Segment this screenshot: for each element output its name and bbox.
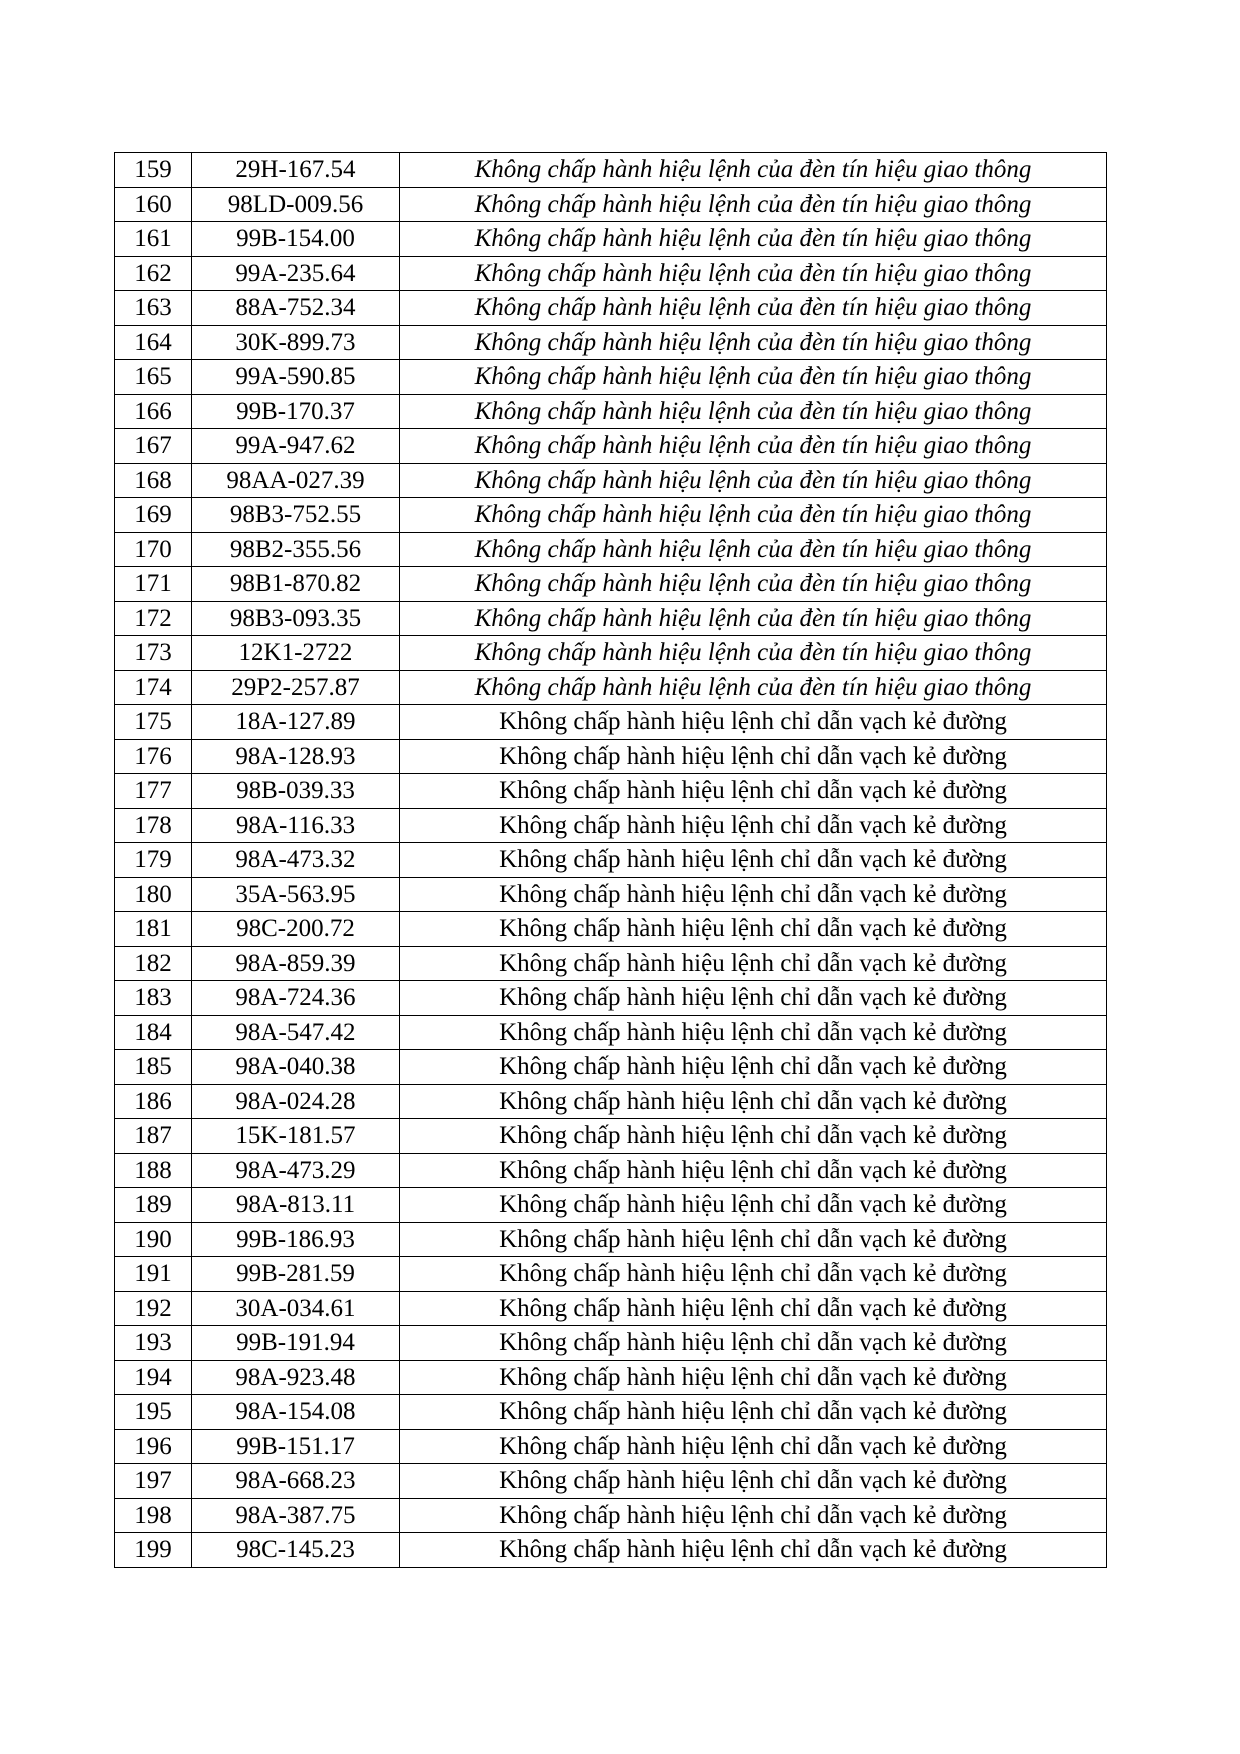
- license-plate-cell: 98A-547.42: [192, 1015, 400, 1050]
- row-number-cell: 187: [115, 1119, 192, 1154]
- table-row: [115, 1153, 1107, 1188]
- license-plate-cell: 98A-724.36: [192, 981, 400, 1016]
- violation-cell: Không chấp hành hiệu lệnh của đèn tín hiệu giao thông: [400, 187, 1107, 222]
- license-plate-cell: 98B3-093.35: [192, 601, 400, 636]
- table-row: [115, 567, 1107, 602]
- license-plate-cell: 98A-154.08: [192, 1395, 400, 1430]
- table-row: [115, 498, 1107, 533]
- table-row: [115, 1464, 1107, 1499]
- row-number-cell: 177: [115, 774, 192, 809]
- violation-cell: Không chấp hành hiệu lệnh chỉ dẫn vạch kẻ đường: [400, 1050, 1107, 1085]
- license-plate-cell: 99B-186.93: [192, 1222, 400, 1257]
- license-plate-cell: 98C-145.23: [192, 1533, 400, 1568]
- violation-cell: Không chấp hành hiệu lệnh chỉ dẫn vạch kẻ đường: [400, 1360, 1107, 1395]
- license-plate-cell: 18A-127.89: [192, 705, 400, 740]
- row-number-cell: 176: [115, 739, 192, 774]
- violation-cell: Không chấp hành hiệu lệnh của đèn tín hiệu giao thông: [400, 394, 1107, 429]
- table-row: [115, 808, 1107, 843]
- row-number-cell: 169: [115, 498, 192, 533]
- violation-cell: Không chấp hành hiệu lệnh của đèn tín hiệu giao thông: [400, 601, 1107, 636]
- table-row: [115, 670, 1107, 705]
- violation-cell: Không chấp hành hiệu lệnh chỉ dẫn vạch kẻ đường: [400, 1326, 1107, 1361]
- table-row: [115, 222, 1107, 257]
- violation-cell: Không chấp hành hiệu lệnh của đèn tín hiệu giao thông: [400, 567, 1107, 602]
- license-plate-cell: 98A-813.11: [192, 1188, 400, 1223]
- row-number-cell: 162: [115, 256, 192, 291]
- violation-cell: Không chấp hành hiệu lệnh chỉ dẫn vạch kẻ đường: [400, 877, 1107, 912]
- license-plate-cell: 29P2-257.87: [192, 670, 400, 705]
- table-row: [115, 429, 1107, 464]
- violation-cell: Không chấp hành hiệu lệnh chỉ dẫn vạch kẻ đường: [400, 1015, 1107, 1050]
- row-number-cell: 172: [115, 601, 192, 636]
- row-number-cell: 168: [115, 463, 192, 498]
- violation-cell: Không chấp hành hiệu lệnh chỉ dẫn vạch kẻ đường: [400, 981, 1107, 1016]
- violation-cell: Không chấp hành hiệu lệnh của đèn tín hiệu giao thông: [400, 636, 1107, 671]
- table-row: [115, 1015, 1107, 1050]
- license-plate-cell: 15K-181.57: [192, 1119, 400, 1154]
- row-number-cell: 170: [115, 532, 192, 567]
- row-number-cell: 164: [115, 325, 192, 360]
- license-plate-cell: 98A-128.93: [192, 739, 400, 774]
- violations-table: [114, 152, 1107, 1568]
- license-plate-cell: 98LD-009.56: [192, 187, 400, 222]
- violation-cell: Không chấp hành hiệu lệnh chỉ dẫn vạch kẻ đường: [400, 1429, 1107, 1464]
- row-number-cell: 178: [115, 808, 192, 843]
- row-number-cell: 167: [115, 429, 192, 464]
- violation-cell: Không chấp hành hiệu lệnh chỉ dẫn vạch kẻ đường: [400, 912, 1107, 947]
- row-number-cell: 193: [115, 1326, 192, 1361]
- violation-cell: Không chấp hành hiệu lệnh của đèn tín hiệu giao thông: [400, 498, 1107, 533]
- violation-cell: Không chấp hành hiệu lệnh chỉ dẫn vạch kẻ đường: [400, 1084, 1107, 1119]
- table-row: [115, 153, 1107, 188]
- table-row: [115, 1222, 1107, 1257]
- table-row: [115, 1291, 1107, 1326]
- license-plate-cell: 98A-024.28: [192, 1084, 400, 1119]
- table-row: [115, 360, 1107, 395]
- table-row: [115, 739, 1107, 774]
- table-row: [115, 1533, 1107, 1568]
- license-plate-cell: 98B1-870.82: [192, 567, 400, 602]
- license-plate-cell: 98A-116.33: [192, 808, 400, 843]
- violation-cell: Không chấp hành hiệu lệnh của đèn tín hiệu giao thông: [400, 532, 1107, 567]
- row-number-cell: 171: [115, 567, 192, 602]
- row-number-cell: 161: [115, 222, 192, 257]
- violation-cell: Không chấp hành hiệu lệnh chỉ dẫn vạch kẻ đường: [400, 1119, 1107, 1154]
- row-number-cell: 179: [115, 843, 192, 878]
- violation-cell: Không chấp hành hiệu lệnh chỉ dẫn vạch kẻ đường: [400, 739, 1107, 774]
- table-row: [115, 601, 1107, 636]
- table-row: [115, 1050, 1107, 1085]
- license-plate-cell: 99B-170.37: [192, 394, 400, 429]
- license-plate-cell: 98B3-752.55: [192, 498, 400, 533]
- table-row: [115, 1429, 1107, 1464]
- row-number-cell: 185: [115, 1050, 192, 1085]
- license-plate-cell: 29H-167.54: [192, 153, 400, 188]
- license-plate-cell: 35A-563.95: [192, 877, 400, 912]
- violation-cell: Không chấp hành hiệu lệnh của đèn tín hiệu giao thông: [400, 222, 1107, 257]
- table-row: [115, 187, 1107, 222]
- violation-cell: Không chấp hành hiệu lệnh của đèn tín hiệu giao thông: [400, 256, 1107, 291]
- table-row: [115, 946, 1107, 981]
- row-number-cell: 182: [115, 946, 192, 981]
- row-number-cell: 199: [115, 1533, 192, 1568]
- table-row: [115, 1498, 1107, 1533]
- license-plate-cell: 98A-668.23: [192, 1464, 400, 1499]
- license-plate-cell: 30A-034.61: [192, 1291, 400, 1326]
- violations-table-body: [115, 153, 1107, 1568]
- license-plate-cell: 99B-191.94: [192, 1326, 400, 1361]
- table-row: [115, 291, 1107, 326]
- license-plate-cell: 88A-752.34: [192, 291, 400, 326]
- row-number-cell: 159: [115, 153, 192, 188]
- violation-cell: Không chấp hành hiệu lệnh chỉ dẫn vạch kẻ đường: [400, 1464, 1107, 1499]
- row-number-cell: 186: [115, 1084, 192, 1119]
- table-row: [115, 1257, 1107, 1292]
- violation-cell: Không chấp hành hiệu lệnh chỉ dẫn vạch kẻ đường: [400, 705, 1107, 740]
- violation-cell: Không chấp hành hiệu lệnh chỉ dẫn vạch kẻ đường: [400, 1533, 1107, 1568]
- table-row: [115, 774, 1107, 809]
- license-plate-cell: 98B2-355.56: [192, 532, 400, 567]
- license-plate-cell: 98A-473.32: [192, 843, 400, 878]
- table-row: [115, 463, 1107, 498]
- violation-cell: Không chấp hành hiệu lệnh chỉ dẫn vạch kẻ đường: [400, 774, 1107, 809]
- row-number-cell: 183: [115, 981, 192, 1016]
- license-plate-cell: 99B-151.17: [192, 1429, 400, 1464]
- violation-cell: Không chấp hành hiệu lệnh chỉ dẫn vạch kẻ đường: [400, 1153, 1107, 1188]
- row-number-cell: 184: [115, 1015, 192, 1050]
- license-plate-cell: 98A-387.75: [192, 1498, 400, 1533]
- violation-cell: Không chấp hành hiệu lệnh của đèn tín hiệu giao thông: [400, 325, 1107, 360]
- table-row: [115, 1395, 1107, 1430]
- table-row: [115, 1360, 1107, 1395]
- table-row: [115, 636, 1107, 671]
- row-number-cell: 166: [115, 394, 192, 429]
- row-number-cell: 192: [115, 1291, 192, 1326]
- row-number-cell: 188: [115, 1153, 192, 1188]
- table-row: [115, 1084, 1107, 1119]
- license-plate-cell: 98B-039.33: [192, 774, 400, 809]
- license-plate-cell: 98A-473.29: [192, 1153, 400, 1188]
- violation-cell: Không chấp hành hiệu lệnh chỉ dẫn vạch kẻ đường: [400, 946, 1107, 981]
- row-number-cell: 165: [115, 360, 192, 395]
- table-row: [115, 843, 1107, 878]
- table-row: [115, 256, 1107, 291]
- table-row: [115, 705, 1107, 740]
- table-row: [115, 1188, 1107, 1223]
- violation-cell: Không chấp hành hiệu lệnh chỉ dẫn vạch kẻ đường: [400, 1291, 1107, 1326]
- violation-cell: Không chấp hành hiệu lệnh chỉ dẫn vạch kẻ đường: [400, 1395, 1107, 1430]
- violation-cell: Không chấp hành hiệu lệnh của đèn tín hiệu giao thông: [400, 291, 1107, 326]
- row-number-cell: 197: [115, 1464, 192, 1499]
- row-number-cell: 198: [115, 1498, 192, 1533]
- violation-cell: Không chấp hành hiệu lệnh chỉ dẫn vạch kẻ đường: [400, 843, 1107, 878]
- row-number-cell: 174: [115, 670, 192, 705]
- row-number-cell: 173: [115, 636, 192, 671]
- row-number-cell: 181: [115, 912, 192, 947]
- license-plate-cell: 98C-200.72: [192, 912, 400, 947]
- table-row: [115, 325, 1107, 360]
- license-plate-cell: 99A-235.64: [192, 256, 400, 291]
- table-row: [115, 1326, 1107, 1361]
- row-number-cell: 194: [115, 1360, 192, 1395]
- license-plate-cell: 30K-899.73: [192, 325, 400, 360]
- violation-cell: Không chấp hành hiệu lệnh của đèn tín hiệu giao thông: [400, 153, 1107, 188]
- violation-cell: Không chấp hành hiệu lệnh của đèn tín hiệu giao thông: [400, 429, 1107, 464]
- row-number-cell: 180: [115, 877, 192, 912]
- table-row: [115, 912, 1107, 947]
- violation-cell: Không chấp hành hiệu lệnh chỉ dẫn vạch kẻ đường: [400, 1498, 1107, 1533]
- table-row: [115, 877, 1107, 912]
- row-number-cell: 195: [115, 1395, 192, 1430]
- license-plate-cell: 98A-040.38: [192, 1050, 400, 1085]
- table-row: [115, 394, 1107, 429]
- row-number-cell: 160: [115, 187, 192, 222]
- violation-cell: Không chấp hành hiệu lệnh chỉ dẫn vạch kẻ đường: [400, 1188, 1107, 1223]
- violation-cell: Không chấp hành hiệu lệnh chỉ dẫn vạch kẻ đường: [400, 808, 1107, 843]
- license-plate-cell: 98AA-027.39: [192, 463, 400, 498]
- license-plate-cell: 99B-281.59: [192, 1257, 400, 1292]
- table-row: [115, 981, 1107, 1016]
- table-row: [115, 532, 1107, 567]
- license-plate-cell: 99A-590.85: [192, 360, 400, 395]
- row-number-cell: 190: [115, 1222, 192, 1257]
- row-number-cell: 196: [115, 1429, 192, 1464]
- license-plate-cell: 12K1-2722: [192, 636, 400, 671]
- violation-cell: Không chấp hành hiệu lệnh chỉ dẫn vạch kẻ đường: [400, 1222, 1107, 1257]
- violation-cell: Không chấp hành hiệu lệnh chỉ dẫn vạch kẻ đường: [400, 1257, 1107, 1292]
- license-plate-cell: 99B-154.00: [192, 222, 400, 257]
- license-plate-cell: 99A-947.62: [192, 429, 400, 464]
- row-number-cell: 189: [115, 1188, 192, 1223]
- license-plate-cell: 98A-923.48: [192, 1360, 400, 1395]
- license-plate-cell: 98A-859.39: [192, 946, 400, 981]
- table-row: [115, 1119, 1107, 1154]
- violation-cell: Không chấp hành hiệu lệnh của đèn tín hiệu giao thông: [400, 360, 1107, 395]
- row-number-cell: 191: [115, 1257, 192, 1292]
- row-number-cell: 163: [115, 291, 192, 326]
- row-number-cell: 175: [115, 705, 192, 740]
- violation-cell: Không chấp hành hiệu lệnh của đèn tín hiệu giao thông: [400, 670, 1107, 705]
- violation-cell: Không chấp hành hiệu lệnh của đèn tín hiệu giao thông: [400, 463, 1107, 498]
